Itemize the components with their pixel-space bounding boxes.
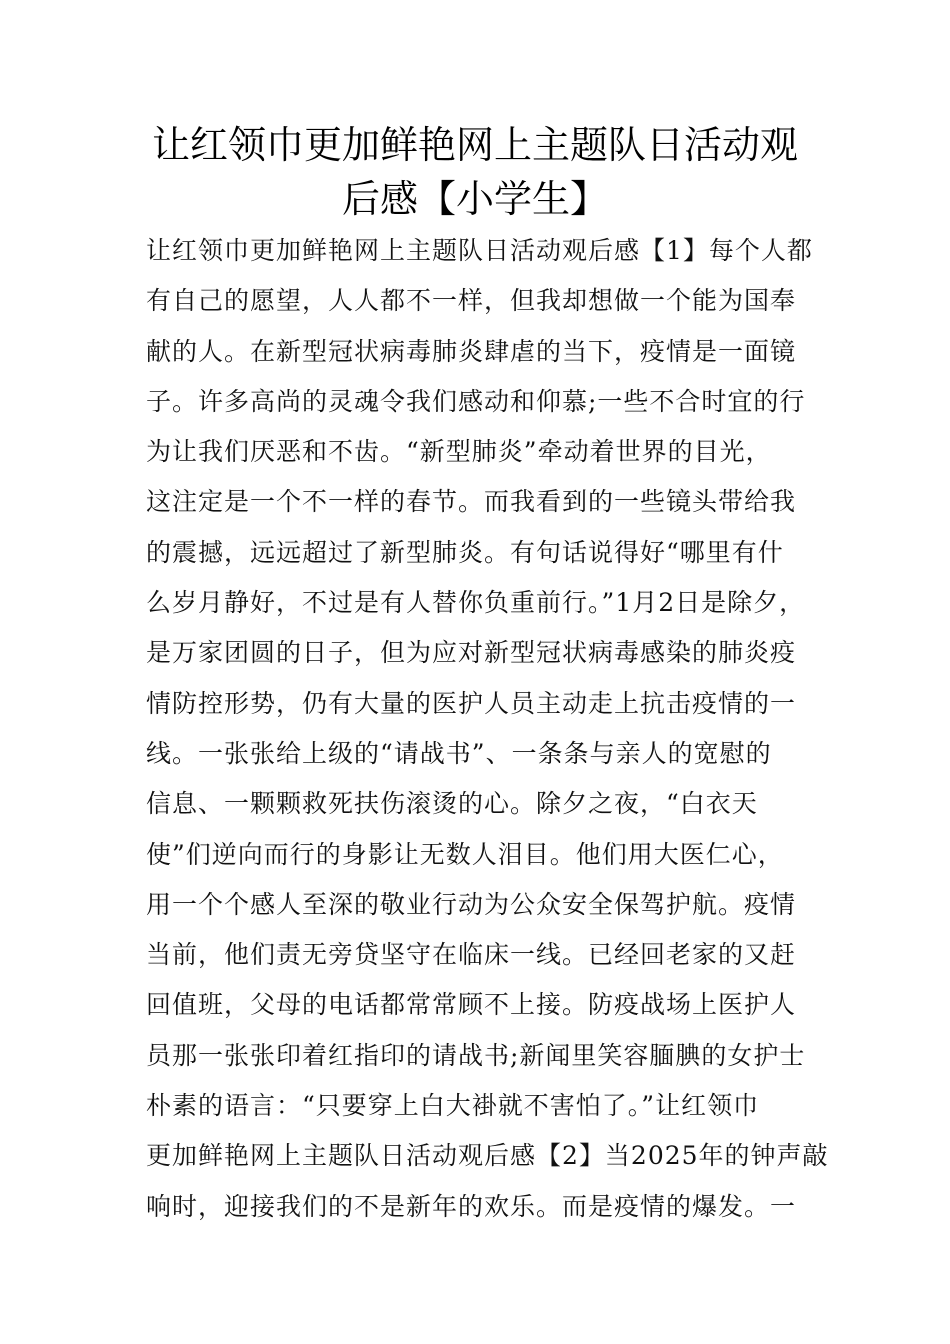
body-line: 更加鲜艳网上主题队日活动观后感【2】当2025年的钟声敲 (146, 1141, 829, 1171)
title-line: 让红领巾更加鲜艳网上主题队日活动观 (151, 123, 798, 167)
body-line: 信息、一颗颗救死扶伤滚烫的心。除夕之夜，“白衣天 (146, 789, 758, 819)
body-line: 使”们逆向而行的身影让无数人泪目。他们用大医仁心， (146, 839, 784, 869)
document-title (100, 118, 850, 226)
document-body (146, 226, 829, 1232)
body-line: 响时，迎接我们的不是新年的欢乐。而是疫情的爆发。一 (146, 1191, 797, 1221)
body-line: 线。一张张给上级的“请战书”、一条条与亲人的宽慰的 (146, 738, 772, 768)
body-line: 子。许多高尚的灵魂令我们感动和仰慕;一些不合时宜的行 (146, 386, 806, 416)
body-line: 用一个个感人至深的敬业行动为公众安全保驾护航。疫情 (146, 889, 797, 919)
body-line: 回值班，父母的电话都常常顾不上接。防疫战场上医护人 (146, 990, 797, 1020)
body-line: 情防控形势，仍有大量的医护人员主动走上抗击疫情的一 (146, 688, 797, 718)
body-line: 朴素的语言：“只要穿上白大褂就不害怕了。”让红领巾 (146, 1091, 760, 1121)
body-line: 么岁月静好，不过是有人替你负重前行。”1月2日是除夕， (146, 588, 806, 618)
body-line: 员那一张张印着红指印的请战书;新闻里笑容腼腆的女护士 (146, 1040, 806, 1070)
body-line: 让红领巾更加鲜艳网上主题队日活动观后感【1】每个人都 (146, 236, 813, 265)
body-line: 为让我们厌恶和不齿。“新型肺炎”牵动着世界的目光， (146, 437, 772, 467)
body-line: 这注定是一个不一样的春节。而我看到的一些镜头带给我 (146, 487, 797, 517)
body-line: 有自己的愿望，人人都不一样，但我却想做一个能为国奉 (146, 286, 797, 316)
body-line: 的震撼，远远超过了新型肺炎。有句话说得好“哪里有什 (146, 537, 784, 567)
body-line: 是万家团圆的日子，但为应对新型冠状病毒感染的肺炎疫 (146, 638, 797, 668)
body-line: 献的人。在新型冠状病毒肺炎肆虐的当下，疫情是一面镜 (146, 336, 797, 366)
title-line: 后感【小学生】 (341, 177, 608, 221)
body-line: 当前，他们责无旁贷坚守在临床一线。已经回老家的又赶 (146, 940, 797, 970)
